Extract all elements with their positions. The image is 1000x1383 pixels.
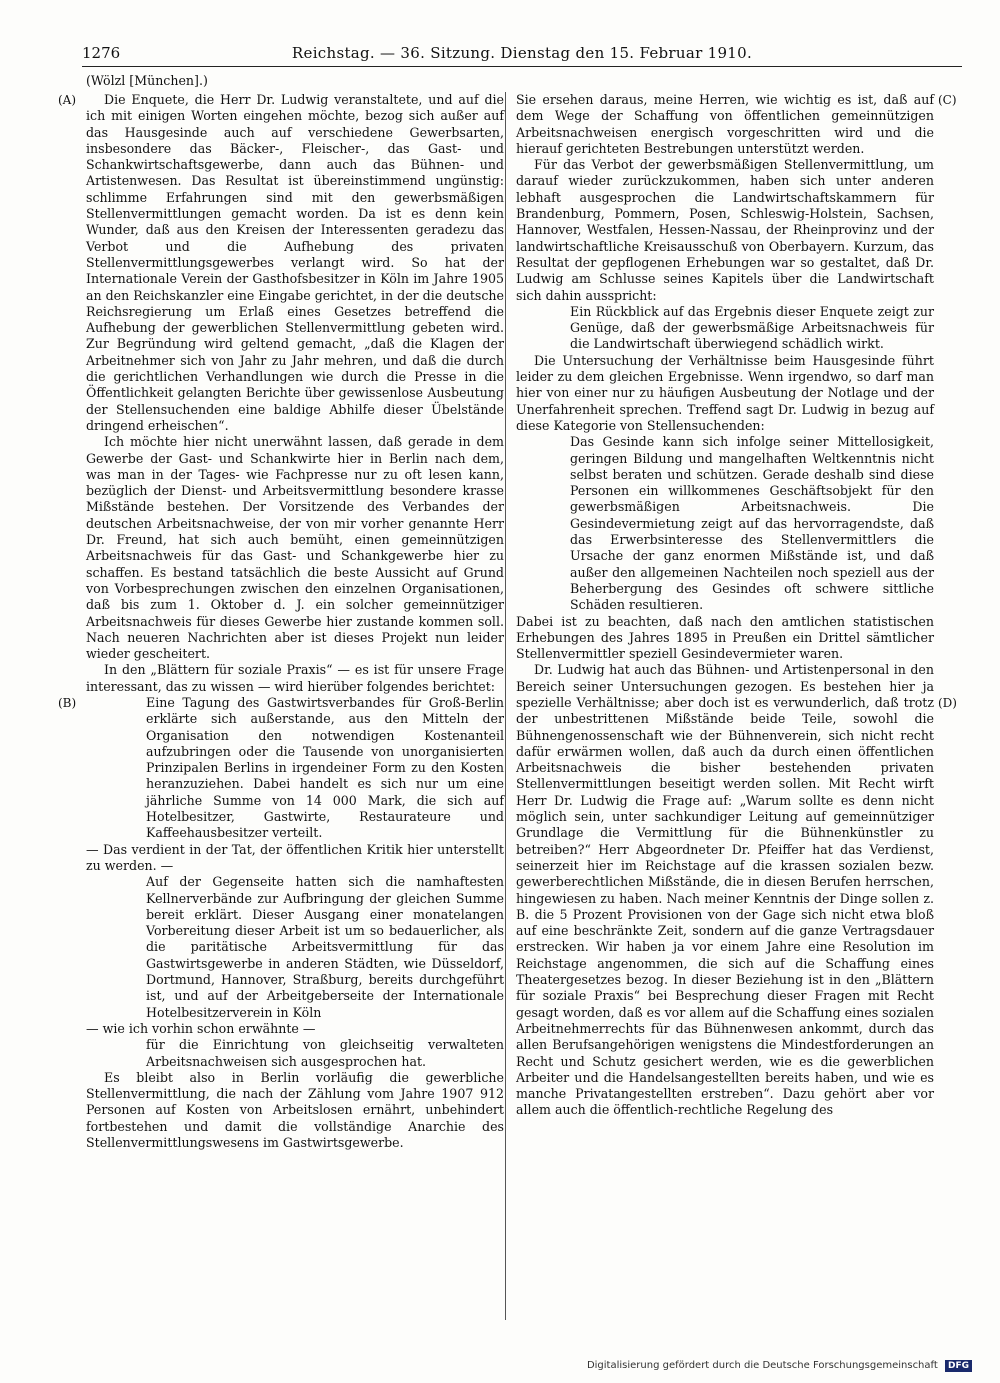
interjection: — Das verdient in der Tat, der öffentlichen Kritik hier unterstellt zu werden. — (86, 841, 504, 873)
speaker-label: (Wölzl [München].) (86, 73, 208, 88)
running-head: Reichstag. — 36. Sitzung. Dienstag den 15. Februar 1910. (291, 44, 753, 62)
paragraph: Sie ersehen daraus, meine Herren, wie wichtig es ist, daß auf dem Wege der Schaffung von öffentlichen gemeinnützigen Arbeitsnachweisen energisch vorgeschritten wird und die hierauf gerichteten Bestrebungen unterstützt werden. (516, 92, 934, 156)
paragraph: Die Enquete, die Herr Dr. Ludwig veranstaltete, und auf die ich mit einigen Worten eingehen möchte, bezog sich außer auf das Hausgesinde auch auf verschiedene Gewerbsarten, insbesondere das Bäcker-, Fleischer-, das Gast- und Schankwirtschaftsgewerbe, dann auch das Bühnen- und Artistenwesen. Das Resultat ist übereinstimmend ungünstig: schlimme Erfahrungen sind mit den gewerbsmäßigen Stellenvermittlungen gemacht worden. Da ist es denn kein Wunder, daß aus den Kreisen der Interessenten geradezu das Verbot und die Aufhebung des privaten Stellenvermittlungsgewerbes verlangt wird. So hat der Internationale Verein der Gasthofsbesitzer in Köln im Jahre 1905 an den Reichskanzler eine Eingabe gerichtet, in der die deutsche Reichsregierung um Erlaß eines Gesetzes betreffend die Aufhebung der gewerblichen Stellenvermittlung gebeten wird. Zur Begründung wird geltend gemacht, „daß die Klagen der Arbeitnehmer sich von Jahr zu Jahr mehren, und daß die durch die gerichtlichen Verhandlungen wie durch die Presse in die Öffentlichkeit gelangten Berichte über gewissenlose Ausbeutung der Stellensuchenden eine baldige Abhilfe dieser Übelstände dringend erheischen“. (86, 92, 504, 433)
block-quote: für die Einrichtung von gleichseitig verwalteten Arbeitsnachweisen sich ausgesprochen hat. (146, 1037, 504, 1069)
paragraph: Für das Verbot der gewerbsmäßigen Stellenvermittlung, um darauf wieder zurückzukommen, haben sich unter anderen lebhaft ausgesprochen die Landwirtschaftskammern für Brandenburg, Pommern, Posen, Schleswig-Holstein, Sachsen, Hannover, Westfalen, Hessen-Nassau, der Rheinprovinz und der landwirtschaftliche Kreisausschuß von Oberbayern. Kurzum, das Resultat der gepflogenen Erhebungen war so gestaltet, daß Dr. Ludwig am Schlusse seines Kapitels über die Landwirtschaft sich dahin ausspricht: (516, 157, 934, 303)
column-divider (505, 92, 506, 1320)
paragraph: Die Untersuchung der Verhältnisse beim Hausgesinde führt leider zu dem gleichen Ergebnisse. Wenn irgendwo, so darf man hier von einer nur zu häufigen Ausbeutung der Notlage und der Unerfahrenheit sprechen. Treffend sagt Dr. Ludwig in bezug auf diese Kategorie von Stellensuchenden: (516, 352, 934, 433)
page-footer (587, 1360, 972, 1372)
block-quote: Eine Tagung des Gastwirtsverbandes für Groß-Berlin erklärte sich außerstande, aus den Mitteln der Organisation den notwendigen Kostenanteil aufzubringen oder die Tausende von unorganisierten Prinzipalen Berlins in irgendeiner Form zu den Kosten heranzuziehen. Dabei handelt es sich nur um eine jährliche Summe von 14 000 Mark, die sich auf Hotelbesitzer, Gastwirte, Restaurateure und Kaffeehausbesitzer verteilt. (146, 694, 504, 841)
page-number: 1276 (82, 44, 121, 62)
paragraph: Es bleibt also in Berlin vorläufig die gewerbliche Stellenvermittlung, die nach der Zählung vom Jahre 1907 912 Personen auf Kosten von Arbeitslosen ernährt, unbehindert fortbestehen und damit die vollständige Anarchie des Stellenvermittlungswesens im Gastwirtsgewerbe. (86, 1069, 504, 1150)
right-column (516, 92, 934, 1119)
block-quote: Auf der Gegenseite hatten sich die namhaftesten Kellnerverbände zur Aufbringung der gleichen Summe bereit erklärt. Dieser Ausgang einer monatelangen Vorbereitung dieser Arbeit ist um so bedauerlicher, als die paritätische Arbeitsvermittlung für das Gastwirtsgewerbe in anderen Städten, wie Düsseldorf, Dortmund, Hannover, Straßburg, bereits durchgeführt ist, und auf der Arbeitgeberseite der Internationale Hotelbesitzerverein in Köln (146, 874, 504, 1020)
paragraph: Ich möchte hier nicht unerwähnt lassen, daß gerade in dem Gewerbe der Gast- und Schankwirte hier in Berlin nach dem, was man in der Tages- wie Fachpresse nur zu oft lesen kann, bezüglich der Dienst- und Arbeitsvermittlung besondere krasse Mißstände bestehen. Der Vorsitzende des Verbandes der deutschen Arbeitsnachweise, der von mir vorher genannte Herr Dr. Freund, hat sich auch bemüht, einen gemeinnützigen Arbeitsnachweis für das Gast- und Schankgewerbe hier zu schaffen. Es bestand tatsächlich die beste Aussicht auf Grund von Vorbesprechungen zwischen den einzelnen Organisationen, daß bis zum 1. Oktober d. J. ein solcher gemeinnütziger Arbeitsnachweis für dieses Gewerbe hier zustande kommen soll. Nach neueren Nachrichten aber ist dieses Projekt nun leider wieder gescheitert. (86, 434, 504, 662)
margin-marker-b: (B) (58, 696, 77, 710)
paragraph: Dr. Ludwig hat auch das Bühnen- und Artistenpersonal in den Bereich seiner Untersuchungen gezogen. Es bestehen hier ja spezielle Verhältnisse; aber doch ist es verwunderlich, daß trotz der unbestrittenen Mißstände beide Teile, sowohl die Bühnengenossenschaft wie der Bühnenverein, sich nicht recht dafür erwärmen wollen, daß auch da durch einen öffentlichen Arbeitsnachweis die bisher bestehenden privaten Stellenvermittlungen beseitigt werden sollen. Mit Recht wirft Herr Dr. Ludwig die Frage auf: „Warum sollte es denn nicht möglich sein, unter sachkundiger Leitung auf gemeinnütziger Grundlage die Vermittlung für die Bühnenkünstler zu betreiben?“ Herr Abgeordneter Dr. Pfeiffer hat das Verdienst, seinerzeit hier im Reichstage auf die krassen sozialen bezw. gewerberechtlichen Mißstände, die in diesen Berufen herrschen, hingewiesen zu haben. Nach meiner Kenntnis der Dinge sollen z. B. die 5 Prozent Provisionen von der Gage sich nicht etwa bloß auf eine beschränkte Zeit, sondern auf die ganze Vertragsdauer erstrecken. Wir haben ja vor einem Jahre eine Resolution im Reichstage angenommen, die sich auf die Schaffung eines Theatergesetzes bezog. In dieser Beziehung ist in den „Blättern für soziale Praxis“ bei Besprechung dieser Fragen mit Recht gesagt worden, daß es vor allem auf die Schaffung eines sozialen Arbeitnehmerrechts für das Bühnenwesen ankommt, durch das allen Berufsangehörigen wenigstens die Mindestforderungen an Recht und Schutz gesichert werden, wie es die gewerblichen Arbeiter und die Handelsangestellten bereits haben, und wie es manche Privatangestellten erstreben“. Dazu gehört aber vor allem auch die öffentlich-rechtliche Regelung des (516, 662, 934, 1118)
paragraph: In den „Blättern für soziale Praxis“ — es ist für unsere Frage interessant, das zu wissen — wird hierüber folgendes berichtet: (86, 662, 504, 694)
left-column (86, 92, 504, 1151)
margin-marker-a: (A) (58, 93, 77, 107)
block-quote: Ein Rückblick auf das Ergebnis dieser Enquete zeigt zur Genüge, daß der gewerbsmäßige Arbeitsnachweis für die Landwirtschaft überwiegend schädlich wirkt. (570, 303, 934, 352)
margin-marker-d: (D) (938, 696, 957, 710)
footer-credit: Digitalisierung gefördert durch die Deutsche Forschungsgemeinschaft (586, 1360, 938, 1371)
interjection: — wie ich vorhin schon erwähnte — (86, 1020, 316, 1036)
paragraph: Dabei ist zu beachten, daß nach den amtlichen statistischen Erhebungen des Jahres 1895 in Preußen ein Drittel sämtlicher Stellenvermittler speziell Gesindevermieter waren. (516, 613, 934, 662)
block-quote: Das Gesinde kann sich infolge seiner Mittellosigkeit, geringen Bildung und mangelhaften Weltkenntnis nicht selbst beraten und schützen. Gerade deshalb sind diese Personen ein willkommenes Geschäftsobjekt für den gewerbsmäßigen Arbeitsnachweis. Die Gesindevermietung zeigt auf das hervorragendste, daß das Erwerbsinteresse des Stellenvermittlers die Ursache der ganz enormen Mißstände ist, und daß außer den allgemeinen Nachteilen noch speziell aus der Beherbergung des Gesindes oft schwere sittliche Schäden resultieren. (570, 434, 934, 613)
dfg-logo: DFG (945, 1360, 972, 1372)
margin-marker-c: (C) (938, 93, 957, 107)
page-header (82, 44, 962, 67)
